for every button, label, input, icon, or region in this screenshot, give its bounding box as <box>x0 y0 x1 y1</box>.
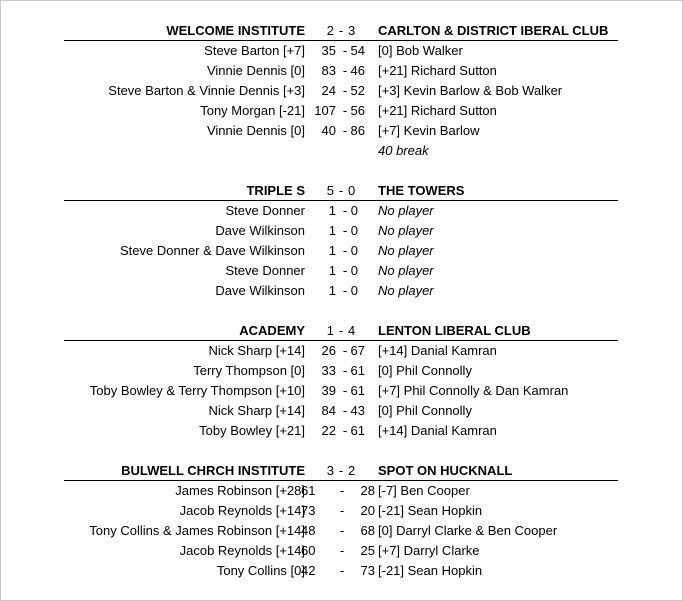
home-frame-score: 24 <box>321 83 336 98</box>
frame-separator: - <box>342 63 348 78</box>
frame-row <box>0 201 683 221</box>
home-player: Jacob Reynolds [+14] <box>179 503 305 518</box>
frame-separator: - <box>342 283 348 298</box>
away-frame-score: 0 <box>350 203 358 218</box>
away-player: [0] Bob Walker <box>378 43 463 58</box>
away-player: No player <box>378 223 434 238</box>
score-separator: - <box>338 463 344 478</box>
frame-row <box>0 261 683 281</box>
away-frame-score: 61 <box>350 423 365 438</box>
away-frame-score: 0 <box>350 283 358 298</box>
frame-separator: - <box>339 503 345 518</box>
home-frame-score: 1 <box>328 243 336 258</box>
home-team-name: TRIPLE S <box>246 183 305 198</box>
home-frame-score: 1 <box>328 223 336 238</box>
home-team-score: 3 <box>326 463 334 478</box>
away-team-score: 2 <box>348 463 356 478</box>
score-separator: - <box>338 23 344 38</box>
away-player: [0] Phil Connolly <box>378 403 472 418</box>
away-team-name: CARLTON & DISTRICT IBERAL CLUB <box>378 23 609 38</box>
home-frame-score: 26 <box>321 343 336 358</box>
home-team-score: 2 <box>326 23 334 38</box>
frame-row <box>0 61 683 81</box>
home-team-name: BULWELL CHRCH INSTITUTE <box>121 463 305 478</box>
frame-separator: - <box>339 563 345 578</box>
frame-separator: - <box>342 383 348 398</box>
frame-row <box>0 221 683 241</box>
home-frame-score: 22 <box>321 423 336 438</box>
away-frame-score: 73 <box>360 563 375 578</box>
frame-separator: - <box>342 243 348 258</box>
away-team-name: LENTON LIBERAL CLUB <box>378 323 531 338</box>
away-frame-score: 54 <box>350 43 365 58</box>
frame-separator: - <box>342 263 348 278</box>
away-frame-score: 52 <box>350 83 365 98</box>
match-header <box>0 321 683 341</box>
away-frame-score: 56 <box>350 103 365 118</box>
frame-row <box>0 361 683 381</box>
away-player: [+7] Darryl Clarke <box>378 543 480 558</box>
home-frame-score: 83 <box>321 63 336 78</box>
away-frame-score: 25 <box>360 543 375 558</box>
frame-row <box>0 481 683 501</box>
frame-row <box>0 41 683 61</box>
away-player: No player <box>378 263 434 278</box>
frame-separator: - <box>342 223 348 238</box>
home-team-score: 1 <box>326 323 334 338</box>
home-player: Dave Wilkinson <box>215 223 305 238</box>
frame-separator: - <box>342 423 348 438</box>
away-player: [0] Phil Connolly <box>378 363 472 378</box>
away-player: No player <box>378 283 434 298</box>
away-frame-score: 43 <box>350 403 365 418</box>
frame-separator: - <box>342 203 348 218</box>
away-frame-score: 0 <box>350 223 358 238</box>
away-player: [+21] Richard Sutton <box>378 63 497 78</box>
home-team-name: WELCOME INSTITUTE <box>166 23 305 38</box>
frame-row <box>0 81 683 101</box>
home-frame-score: 61 <box>301 483 316 498</box>
away-team-name: THE TOWERS <box>378 183 465 198</box>
home-player: Nick Sharp [+14] <box>208 403 305 418</box>
away-player: [+7] Kevin Barlow <box>378 123 480 138</box>
home-player: Steve Barton & Vinnie Dennis [+3] <box>108 83 305 98</box>
away-player: [+3] Kevin Barlow & Bob Walker <box>378 83 563 98</box>
home-player: Nick Sharp [+14] <box>208 343 305 358</box>
frame-row <box>0 521 683 541</box>
frame-separator: - <box>342 123 348 138</box>
home-player: Toby Bowley & Terry Thompson [+10] <box>89 383 305 398</box>
away-team-score: 3 <box>348 23 356 38</box>
frame-row <box>0 101 683 121</box>
home-team-score: 5 <box>326 183 334 198</box>
home-player: Terry Thompson [0] <box>193 363 305 378</box>
frame-separator: - <box>342 403 348 418</box>
home-team-name: ACADEMY <box>239 323 305 338</box>
home-player: Jacob Reynolds [+14] <box>179 543 305 558</box>
home-frame-score: 42 <box>301 563 316 578</box>
frame-separator: - <box>342 103 348 118</box>
home-player: Vinnie Dennis [0] <box>206 63 305 78</box>
home-frame-score: 1 <box>328 283 336 298</box>
home-player: Steve Donner <box>225 203 305 218</box>
match-header <box>0 181 683 201</box>
home-frame-score: 73 <box>301 503 316 518</box>
home-player: James Robinson [+28] <box>175 483 305 498</box>
away-frame-score: 67 <box>350 343 365 358</box>
match-header <box>0 461 683 481</box>
home-frame-score: 33 <box>321 363 336 378</box>
home-player: Vinnie Dennis [0] <box>206 123 305 138</box>
home-player: Tony Collins & James Robinson [+14] <box>89 523 305 538</box>
home-player: Dave Wilkinson <box>215 283 305 298</box>
frame-row <box>0 541 683 561</box>
away-frame-score: 0 <box>350 243 358 258</box>
frame-row <box>0 281 683 301</box>
away-frame-score: 68 <box>360 523 375 538</box>
away-frame-score: 46 <box>350 63 365 78</box>
home-player: Tony Collins [0] <box>216 563 305 578</box>
away-player: [+7] Phil Connolly & Dan Kamran <box>378 383 569 398</box>
home-player: Steve Donner <box>225 263 305 278</box>
home-frame-score: 60 <box>301 543 316 558</box>
home-frame-score: 107 <box>314 103 336 118</box>
away-player: [0] Darryl Clarke & Ben Cooper <box>378 523 558 538</box>
frame-row <box>0 501 683 521</box>
home-player: Toby Bowley [+21] <box>199 423 305 438</box>
frame-separator: - <box>342 343 348 358</box>
away-player: [+21] Richard Sutton <box>378 103 497 118</box>
break-note-row <box>0 141 683 161</box>
away-player: [-7] Ben Cooper <box>378 483 470 498</box>
break-note: 40 break <box>378 143 429 158</box>
away-frame-score: 61 <box>350 383 365 398</box>
frame-row <box>0 241 683 261</box>
away-player: [-21] Sean Hopkin <box>378 563 483 578</box>
away-player: [-21] Sean Hopkin <box>378 503 483 518</box>
frame-separator: - <box>339 483 345 498</box>
away-player: No player <box>378 203 434 218</box>
frame-row <box>0 421 683 441</box>
home-frame-score: 1 <box>328 263 336 278</box>
away-player: No player <box>378 243 434 258</box>
frame-row <box>0 341 683 361</box>
away-frame-score: 20 <box>360 503 375 518</box>
frame-row <box>0 381 683 401</box>
home-player: Steve Donner & Dave Wilkinson <box>120 243 305 258</box>
home-frame-score: 39 <box>321 383 336 398</box>
away-frame-score: 61 <box>350 363 365 378</box>
home-frame-score: 48 <box>301 523 316 538</box>
score-separator: - <box>338 183 344 198</box>
frame-row <box>0 121 683 141</box>
frame-separator: - <box>339 523 345 538</box>
away-team-score: 0 <box>348 183 356 198</box>
frame-separator: - <box>342 43 348 58</box>
away-frame-score: 28 <box>360 483 375 498</box>
home-frame-score: 40 <box>321 123 336 138</box>
home-player: Steve Barton [+7] <box>204 43 305 58</box>
away-team-score: 4 <box>348 323 356 338</box>
frame-row <box>0 401 683 421</box>
score-separator: - <box>338 323 344 338</box>
home-frame-score: 35 <box>321 43 336 58</box>
away-frame-score: 0 <box>350 263 358 278</box>
away-team-name: SPOT ON HUCKNALL <box>378 463 513 478</box>
home-frame-score: 84 <box>321 403 336 418</box>
match-header <box>0 21 683 41</box>
frame-separator: - <box>342 363 348 378</box>
home-player: Tony Morgan [-21] <box>200 103 305 118</box>
away-frame-score: 86 <box>350 123 365 138</box>
frame-row <box>0 561 683 581</box>
frame-separator: - <box>342 83 348 98</box>
frame-separator: - <box>339 543 345 558</box>
away-player: [+14] Danial Kamran <box>378 343 497 358</box>
away-player: [+14] Danial Kamran <box>378 423 497 438</box>
home-frame-score: 1 <box>328 203 336 218</box>
